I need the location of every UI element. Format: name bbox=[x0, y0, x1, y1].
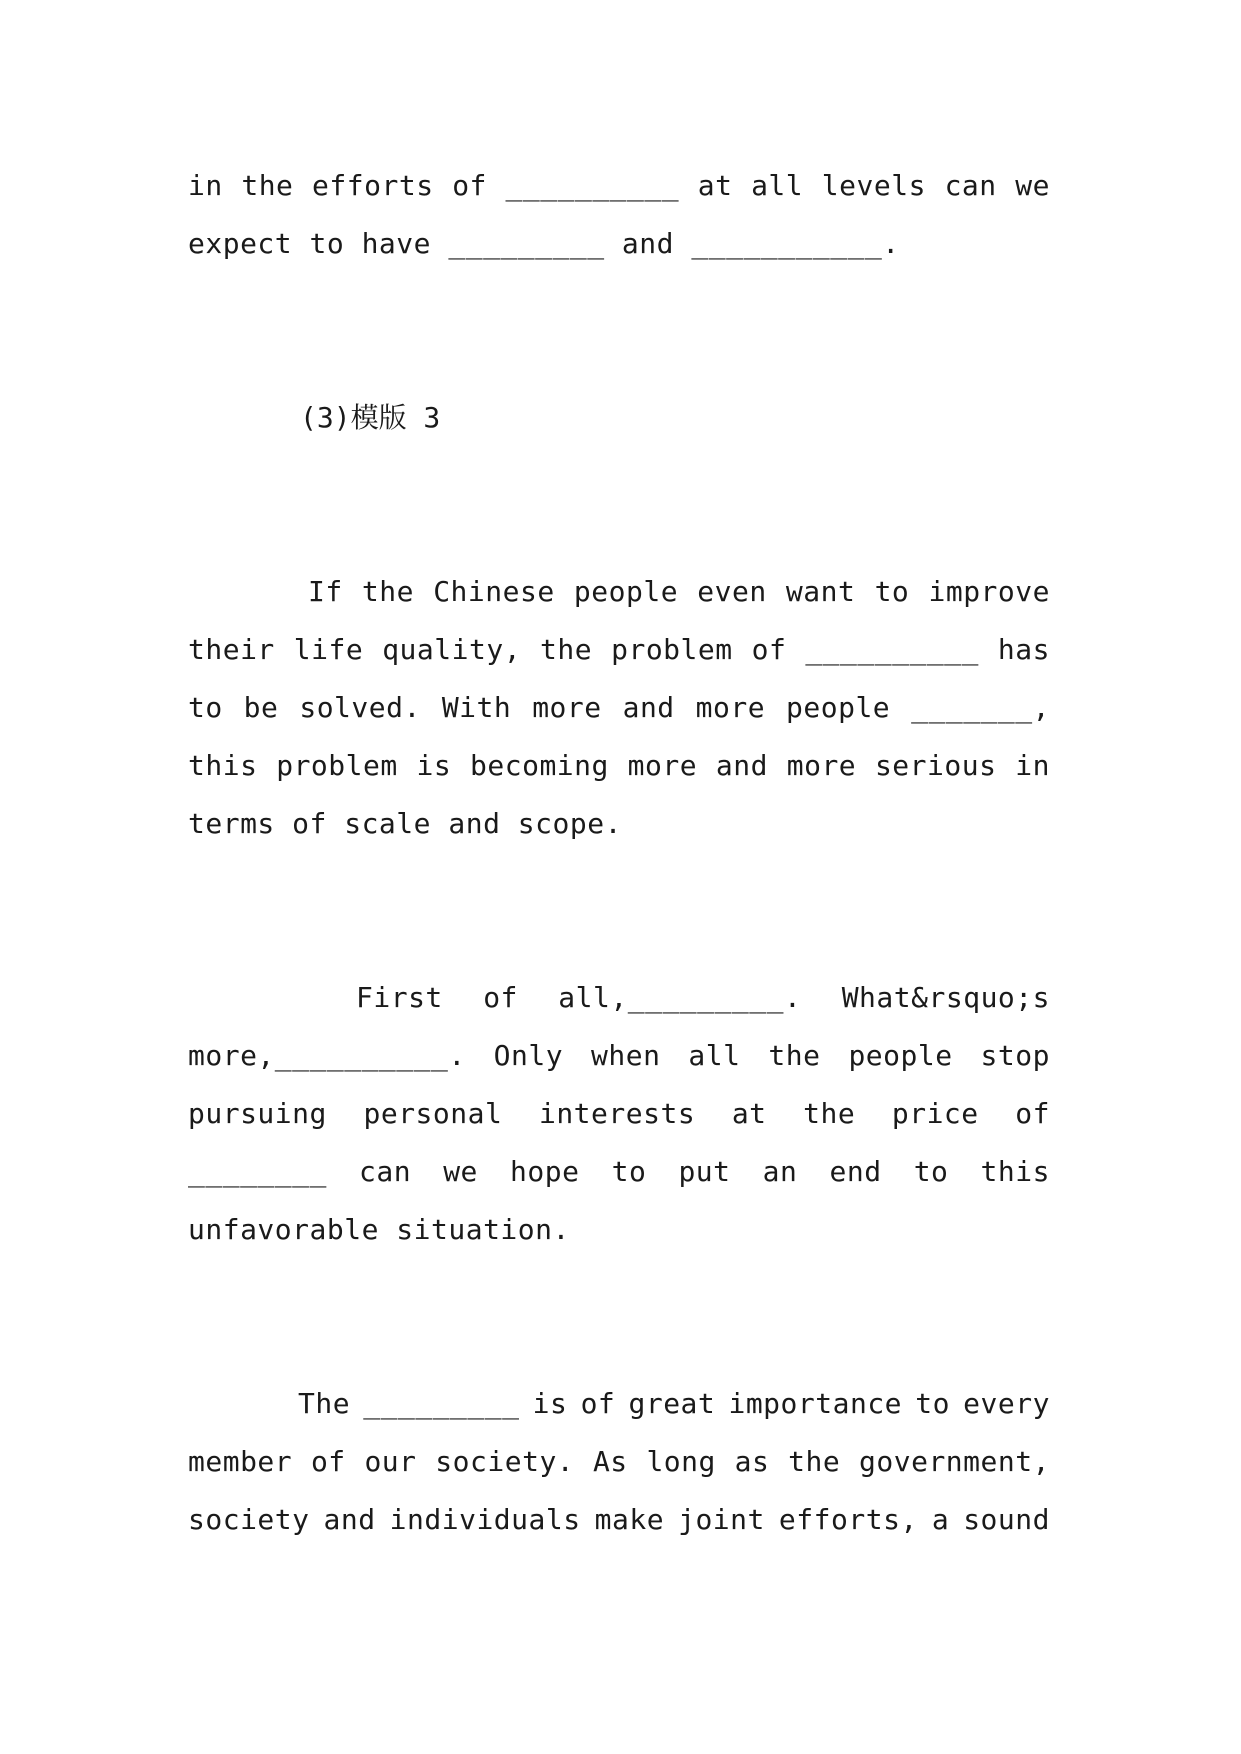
word: is bbox=[532, 1387, 568, 1420]
word: more,__________. bbox=[188, 1039, 466, 1072]
paragraph-3-line-3 bbox=[188, 1500, 1050, 1540]
paragraph-2-line-4 bbox=[188, 1152, 1050, 1192]
paragraph-2-line-5: unfavorable situation. bbox=[188, 1213, 570, 1246]
word: efforts bbox=[312, 169, 434, 202]
word: an bbox=[762, 1155, 798, 1188]
word: we bbox=[443, 1155, 478, 1188]
word: pursuing bbox=[188, 1097, 327, 1130]
word: the bbox=[361, 575, 414, 608]
word: __________ bbox=[505, 169, 680, 202]
word: solved. bbox=[299, 691, 421, 724]
word: interests bbox=[538, 1097, 696, 1130]
word: hope bbox=[510, 1155, 580, 1188]
word: more bbox=[786, 749, 857, 782]
word: Only bbox=[493, 1039, 564, 1072]
word: quality, bbox=[382, 633, 522, 666]
word: has bbox=[997, 633, 1050, 666]
word: of bbox=[580, 1387, 616, 1420]
word: serious bbox=[874, 749, 997, 782]
word: can bbox=[944, 169, 997, 202]
word: of bbox=[751, 633, 787, 666]
word: all,_________. bbox=[558, 981, 802, 1014]
word: efforts, bbox=[778, 1503, 918, 1536]
word: joint bbox=[678, 1503, 765, 1536]
word: we bbox=[1015, 169, 1050, 202]
word: personal bbox=[363, 1097, 503, 1130]
paragraph-3-line-1 bbox=[298, 1384, 1050, 1424]
word: individuals bbox=[389, 1503, 581, 1536]
word: this bbox=[980, 1155, 1050, 1188]
word: With bbox=[441, 691, 512, 724]
word: even bbox=[697, 575, 767, 608]
paragraph-2-line-3 bbox=[188, 1094, 1050, 1134]
word: and bbox=[622, 691, 675, 724]
word: end bbox=[829, 1155, 882, 1188]
word: more bbox=[532, 691, 602, 724]
word: Chinese bbox=[433, 575, 555, 608]
word: What&rsquo;s bbox=[841, 981, 1050, 1014]
word: life bbox=[293, 633, 364, 666]
word: to bbox=[188, 691, 223, 724]
word: when bbox=[591, 1039, 661, 1072]
word: of bbox=[483, 981, 518, 1014]
paragraph-1-line-2 bbox=[188, 630, 1050, 670]
word: sound bbox=[963, 1503, 1050, 1536]
word: all bbox=[751, 169, 804, 202]
word: the bbox=[788, 1445, 841, 1478]
word: the bbox=[540, 633, 593, 666]
paragraph-1-line-3 bbox=[188, 688, 1050, 728]
word: to bbox=[913, 1155, 949, 1188]
word: our bbox=[364, 1445, 417, 1478]
word: as bbox=[734, 1445, 770, 1478]
word: problem bbox=[276, 749, 398, 782]
paragraph-1-line-4 bbox=[188, 746, 1050, 786]
paragraph-prev-line-1 bbox=[188, 166, 1050, 206]
word: want bbox=[785, 575, 856, 608]
word: price bbox=[891, 1097, 979, 1130]
word: and bbox=[323, 1503, 376, 1536]
word: problem bbox=[611, 633, 733, 666]
word: The bbox=[298, 1387, 351, 1420]
word: improve bbox=[928, 575, 1050, 608]
word: the bbox=[803, 1097, 856, 1130]
word: more bbox=[695, 691, 766, 724]
word: can bbox=[358, 1155, 412, 1188]
word: society. bbox=[435, 1445, 575, 1478]
word: stop bbox=[980, 1039, 1050, 1072]
word: of bbox=[1015, 1097, 1050, 1130]
word: a bbox=[931, 1503, 950, 1536]
word: great bbox=[628, 1387, 716, 1420]
word: long bbox=[646, 1445, 716, 1478]
word: and bbox=[715, 749, 768, 782]
paragraph-1-line-1 bbox=[308, 572, 1050, 612]
word: people bbox=[786, 691, 891, 724]
word: in bbox=[1015, 749, 1050, 782]
word: more bbox=[627, 749, 698, 782]
word: _______, bbox=[911, 691, 1050, 724]
word: to bbox=[611, 1155, 647, 1188]
word: As bbox=[592, 1445, 628, 1478]
word: every bbox=[963, 1387, 1050, 1420]
word: make bbox=[594, 1503, 665, 1536]
word: to bbox=[915, 1387, 950, 1420]
word: put bbox=[678, 1155, 731, 1188]
word: all bbox=[688, 1039, 741, 1072]
word: First bbox=[356, 981, 443, 1014]
word: government, bbox=[859, 1445, 1050, 1478]
word: at bbox=[731, 1097, 767, 1130]
word: becoming bbox=[470, 749, 609, 782]
word: importance bbox=[728, 1387, 903, 1420]
word: ________ bbox=[188, 1155, 327, 1188]
word: their bbox=[188, 633, 275, 666]
section-heading: (3)模版 3 bbox=[300, 401, 441, 434]
word: member bbox=[188, 1445, 293, 1478]
word: be bbox=[243, 691, 279, 724]
word: people bbox=[573, 575, 679, 608]
word: _________ bbox=[363, 1387, 520, 1420]
word: society bbox=[188, 1503, 310, 1536]
word: the bbox=[241, 169, 294, 202]
word: of bbox=[452, 169, 487, 202]
word: of bbox=[310, 1445, 346, 1478]
word: this bbox=[188, 749, 258, 782]
word: If bbox=[308, 575, 343, 608]
paragraph-3-line-2 bbox=[188, 1442, 1050, 1482]
paragraph-1-line-5: terms of scale and scope. bbox=[188, 807, 622, 840]
word: __________ bbox=[805, 633, 979, 666]
word: the bbox=[768, 1039, 821, 1072]
paragraph-2-line-1 bbox=[356, 978, 1050, 1018]
word: in bbox=[188, 169, 223, 202]
word: to bbox=[874, 575, 910, 608]
word: at bbox=[697, 169, 733, 202]
word: people bbox=[848, 1039, 953, 1072]
word: is bbox=[416, 749, 452, 782]
paragraph-2-line-2 bbox=[188, 1036, 1050, 1076]
paragraph-prev-line-2: expect to have _________ and ___________. bbox=[188, 227, 900, 260]
word: levels bbox=[821, 169, 926, 202]
